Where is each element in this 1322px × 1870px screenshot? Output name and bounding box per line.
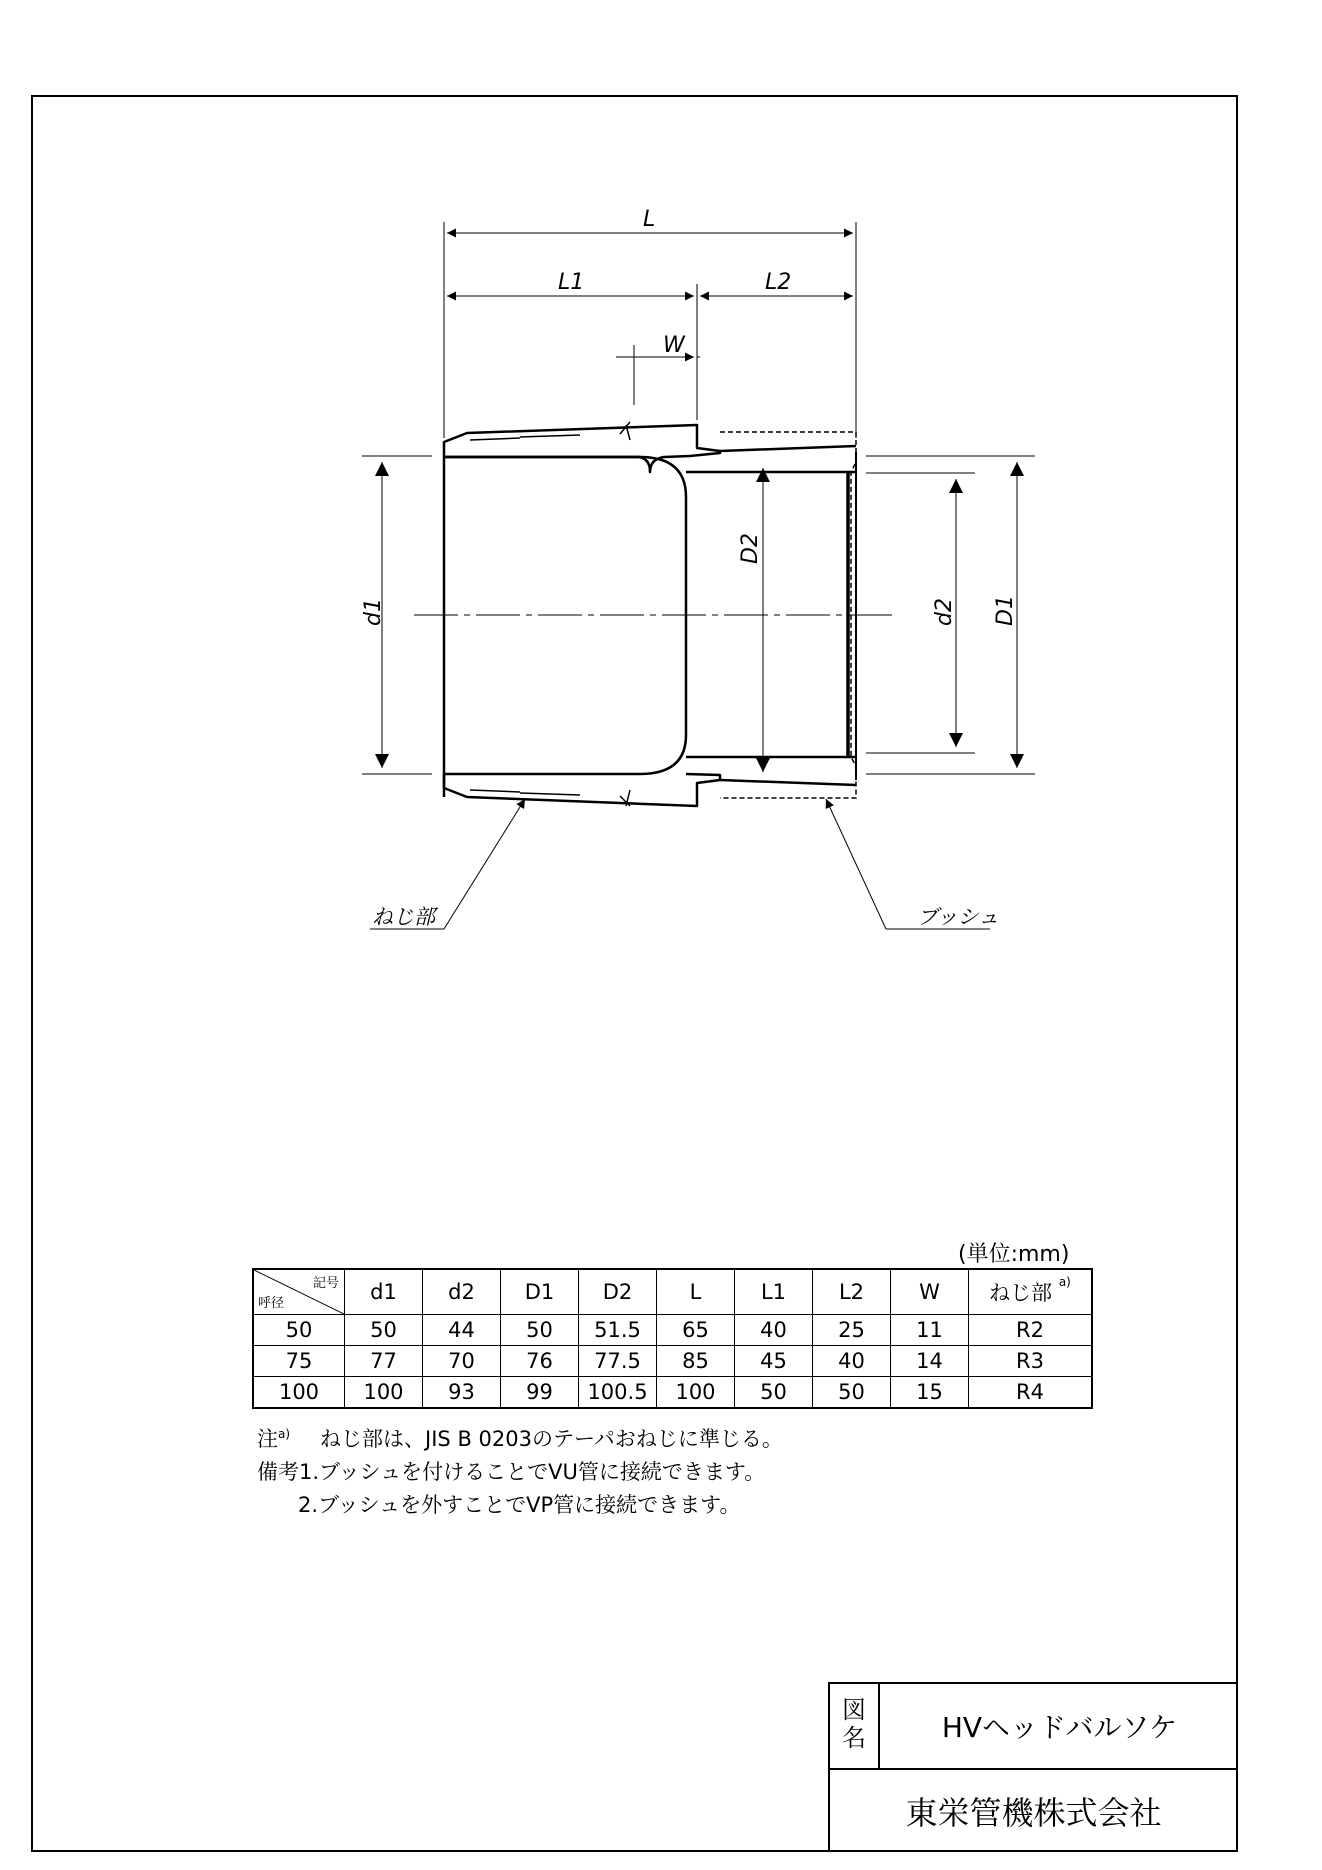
remark-2: 2.ブッシュを外すことでVP管に接続できます。 bbox=[298, 1493, 741, 1517]
table-cell: 77 bbox=[345, 1346, 423, 1377]
notes bbox=[257, 1418, 783, 1522]
dim-D1-label: D1 bbox=[993, 595, 1018, 626]
corner-cell bbox=[253, 1269, 345, 1315]
unit-label: (単位:mm) bbox=[958, 1242, 1070, 1267]
table-cell: 51.5 bbox=[579, 1315, 657, 1346]
note-a bbox=[257, 1418, 783, 1456]
header-cell: L2 bbox=[813, 1269, 891, 1315]
table-cell: R2 bbox=[969, 1315, 1093, 1346]
table-cell: 70 bbox=[423, 1346, 501, 1377]
note-marker: a) bbox=[278, 1427, 291, 1441]
table-cell: 50 bbox=[501, 1315, 579, 1346]
dim-L2-label: L2 bbox=[765, 270, 792, 295]
remark-1: 備考1.ブッシュを付けることでVU管に接続できます。 bbox=[257, 1460, 766, 1484]
table-cell: R4 bbox=[969, 1377, 1093, 1409]
note-text: ねじ部は、JIS B 0203のテーパおねじに準じる。 bbox=[320, 1427, 783, 1451]
table-cell: 44 bbox=[423, 1315, 501, 1346]
table-cell: 100 bbox=[345, 1377, 423, 1409]
extension-lines bbox=[362, 222, 1035, 774]
table-cell: 50 bbox=[345, 1315, 423, 1346]
title-block-name-row bbox=[830, 1684, 1237, 1770]
table-cell: 14 bbox=[891, 1346, 969, 1377]
corner-top-label: 記号 bbox=[312, 1276, 339, 1291]
bush-callout-label: ブッシュ bbox=[917, 905, 1000, 929]
table-cell: 50 bbox=[253, 1315, 345, 1346]
table-cell: 40 bbox=[813, 1346, 891, 1377]
header-cell: D2 bbox=[579, 1269, 657, 1315]
header-cell: L1 bbox=[735, 1269, 813, 1315]
table-cell: 77.5 bbox=[579, 1346, 657, 1377]
company-name: 東栄管機株式会社 bbox=[905, 1794, 1162, 1832]
drawing-name-label-line1: 図 bbox=[842, 1696, 866, 1724]
table-cell: 25 bbox=[813, 1315, 891, 1346]
thread-marks bbox=[470, 422, 630, 806]
thread-callout-label: ねじ部 bbox=[372, 905, 435, 929]
header-cell: d1 bbox=[345, 1269, 423, 1315]
dim-L-label: L bbox=[643, 207, 656, 232]
header-cell: d2 bbox=[423, 1269, 501, 1315]
table-cell: 85 bbox=[657, 1346, 735, 1377]
table-row bbox=[253, 1346, 1092, 1377]
table-cell: 93 bbox=[423, 1377, 501, 1409]
title-block bbox=[828, 1682, 1237, 1852]
header-cell-thread bbox=[969, 1269, 1093, 1315]
table-cell: 40 bbox=[735, 1315, 813, 1346]
table-cell: 50 bbox=[813, 1377, 891, 1409]
table-cell: 100.5 bbox=[579, 1377, 657, 1409]
header-cell: W bbox=[891, 1269, 969, 1315]
table-header-row bbox=[253, 1269, 1092, 1315]
table-cell: 45 bbox=[735, 1346, 813, 1377]
thread-header-text: ねじ部 bbox=[989, 1281, 1053, 1305]
dim-L1-label: L1 bbox=[558, 270, 585, 295]
table-cell: 75 bbox=[253, 1346, 345, 1377]
dim-W-label: W bbox=[663, 333, 685, 358]
table-cell: 11 bbox=[891, 1315, 969, 1346]
thread-header-note: a) bbox=[1058, 1275, 1071, 1289]
leader-lines bbox=[370, 799, 990, 929]
corner-bottom-label: 呼径 bbox=[258, 1296, 285, 1311]
header-cell: D1 bbox=[501, 1269, 579, 1315]
dim-d2-label: d2 bbox=[932, 598, 957, 626]
table-cell: 65 bbox=[657, 1315, 735, 1346]
table-row bbox=[253, 1377, 1092, 1409]
table-cell: 100 bbox=[253, 1377, 345, 1409]
dim-d1-label: d1 bbox=[361, 598, 386, 626]
table-cell: 15 bbox=[891, 1377, 969, 1409]
dimension-lines bbox=[382, 233, 1017, 772]
note-label: 注 bbox=[257, 1427, 278, 1451]
header-cell: L bbox=[657, 1269, 735, 1315]
table-cell: 99 bbox=[501, 1377, 579, 1409]
drawing-name-label bbox=[830, 1684, 880, 1768]
table-cell: R3 bbox=[969, 1346, 1093, 1377]
table-cell: 76 bbox=[501, 1346, 579, 1377]
dim-D2-label: D2 bbox=[738, 533, 763, 564]
table-row bbox=[253, 1315, 1092, 1346]
drawing-name: HVヘッドバルソケ bbox=[941, 1711, 1178, 1744]
table-cell: 100 bbox=[657, 1377, 735, 1409]
drawing-name-label-line2: 名 bbox=[842, 1724, 866, 1752]
spec-table bbox=[252, 1268, 1093, 1409]
table-cell: 50 bbox=[735, 1377, 813, 1409]
